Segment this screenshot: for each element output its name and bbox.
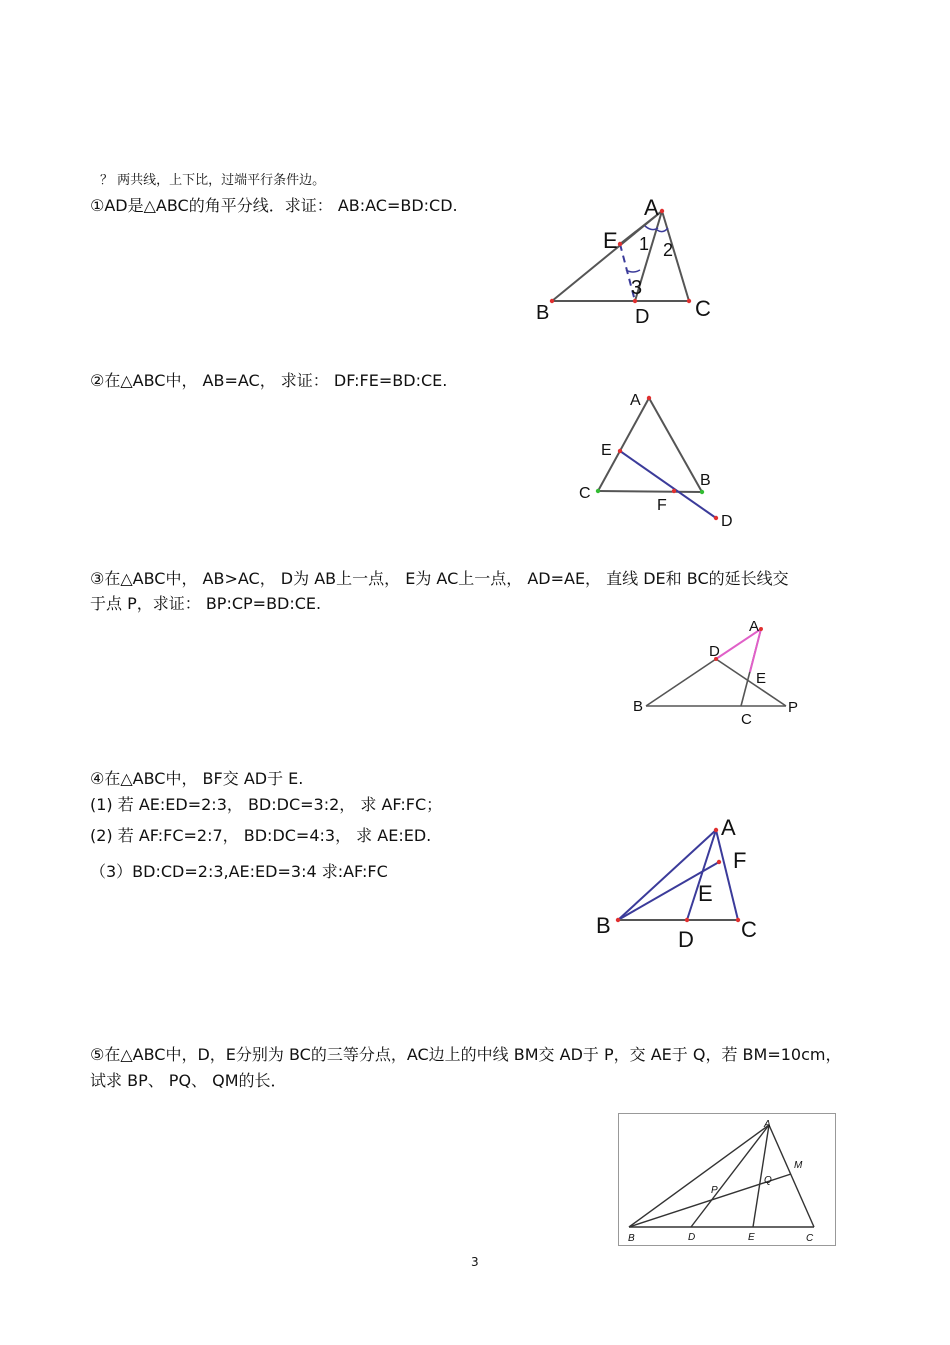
segment-cb bbox=[598, 491, 702, 492]
label-d: D bbox=[721, 513, 733, 530]
figure-5-diagram bbox=[618, 1113, 836, 1246]
label-b: B bbox=[628, 1233, 635, 1244]
point-d bbox=[685, 918, 689, 922]
point-f bbox=[672, 489, 676, 493]
point-b bbox=[700, 490, 704, 494]
problem-4-text-line3: (2) 若 AF:FC=2:7， BD:DC=4:3， 求 AE:ED. bbox=[90, 826, 432, 845]
label-b: B bbox=[536, 302, 550, 324]
point-a bbox=[759, 627, 763, 631]
header-note: ？ 两共线，上下比，过端平行条件边。 bbox=[100, 173, 326, 188]
point-c bbox=[596, 489, 600, 493]
problem-3-text-line2: 于点 P，求证： BP:CP=BD:CE. bbox=[90, 594, 322, 613]
point-a bbox=[714, 828, 718, 832]
label-d: D bbox=[709, 643, 720, 660]
label-c: C bbox=[806, 1233, 814, 1244]
problem-2-text: ②在△ABC中， AB=AC， 求证： DF:FE=BD:CE. bbox=[90, 371, 448, 390]
page-number: 3 bbox=[471, 1255, 479, 1269]
label-c: C bbox=[741, 711, 752, 728]
figure-2-diagram bbox=[570, 385, 750, 535]
label-c: C bbox=[695, 296, 711, 321]
point-a bbox=[660, 209, 664, 213]
point-e bbox=[618, 449, 622, 453]
point-d bbox=[633, 299, 637, 303]
label-angle-1: 1 bbox=[639, 234, 650, 254]
label-e: E bbox=[756, 670, 767, 687]
problem-4-text-line4: （3）BD:CD=2:3,AE:ED=3:4 求:AF:FC bbox=[90, 862, 388, 881]
point-a bbox=[647, 396, 651, 400]
label-b: B bbox=[596, 913, 611, 938]
label-a: A bbox=[764, 1119, 771, 1130]
segment-bd bbox=[646, 659, 716, 706]
label-a: A bbox=[721, 815, 736, 840]
problem-1-text: ①AD是△ABC的角平分线．求证： AB:AC=BD:CD. bbox=[90, 196, 458, 215]
label-c: C bbox=[579, 485, 591, 502]
segment-ac bbox=[716, 830, 738, 920]
point-d bbox=[714, 516, 718, 520]
label-a: A bbox=[644, 195, 659, 220]
point-c bbox=[687, 299, 691, 303]
label-e: E bbox=[748, 1232, 755, 1243]
label-angle-3: 3 bbox=[631, 277, 643, 299]
label-d: D bbox=[635, 306, 650, 328]
problem-5-text-line1: ⑤在△ABC中，D，E分别为 BC的三等分点，AC边上的中线 BM交 AD于 P，交 AE于 Q，若 BM=10cm， bbox=[90, 1045, 842, 1064]
problem-5-text-line2: 试求 BP、 PQ、 QM的长． bbox=[90, 1071, 287, 1090]
label-a: A bbox=[630, 392, 641, 409]
figure-1-diagram bbox=[530, 190, 730, 330]
label-e: E bbox=[698, 881, 713, 906]
point-b bbox=[550, 299, 554, 303]
label-d: D bbox=[688, 1232, 696, 1243]
label-e: E bbox=[601, 442, 612, 459]
angle-arc-3 bbox=[626, 270, 640, 272]
label-f: F bbox=[733, 848, 747, 873]
label-b: B bbox=[633, 698, 644, 715]
point-e bbox=[618, 242, 622, 246]
problem-4-text-line1: ④在△ABC中， BF交 AD于 E. bbox=[90, 769, 304, 788]
figure-4-diagram bbox=[590, 810, 780, 960]
label-angle-2: 2 bbox=[663, 240, 674, 260]
point-c bbox=[736, 918, 740, 922]
label-p: P bbox=[788, 699, 799, 716]
label-p: P bbox=[711, 1185, 718, 1196]
point-b bbox=[616, 918, 620, 922]
label-f: F bbox=[657, 497, 667, 514]
label-m: M bbox=[794, 1160, 803, 1171]
figure-3-diagram bbox=[625, 610, 815, 730]
problem-3-text-line1: ③在△ABC中， AB>AC， D为 AB上一点， E为 AC上一点， AD=AE， 直线 DE和 BC的延长线交 bbox=[90, 569, 789, 588]
label-d: D bbox=[678, 927, 694, 952]
label-e: E bbox=[603, 228, 618, 253]
problem-4-text-line2: (1) 若 AE:ED=2:3， BD:DC=3:2， 求 AF:FC； bbox=[90, 795, 443, 814]
point-f bbox=[717, 860, 721, 864]
label-b: B bbox=[700, 472, 711, 489]
label-a: A bbox=[749, 618, 760, 635]
label-c: C bbox=[741, 917, 757, 942]
label-q: Q bbox=[764, 1175, 772, 1186]
